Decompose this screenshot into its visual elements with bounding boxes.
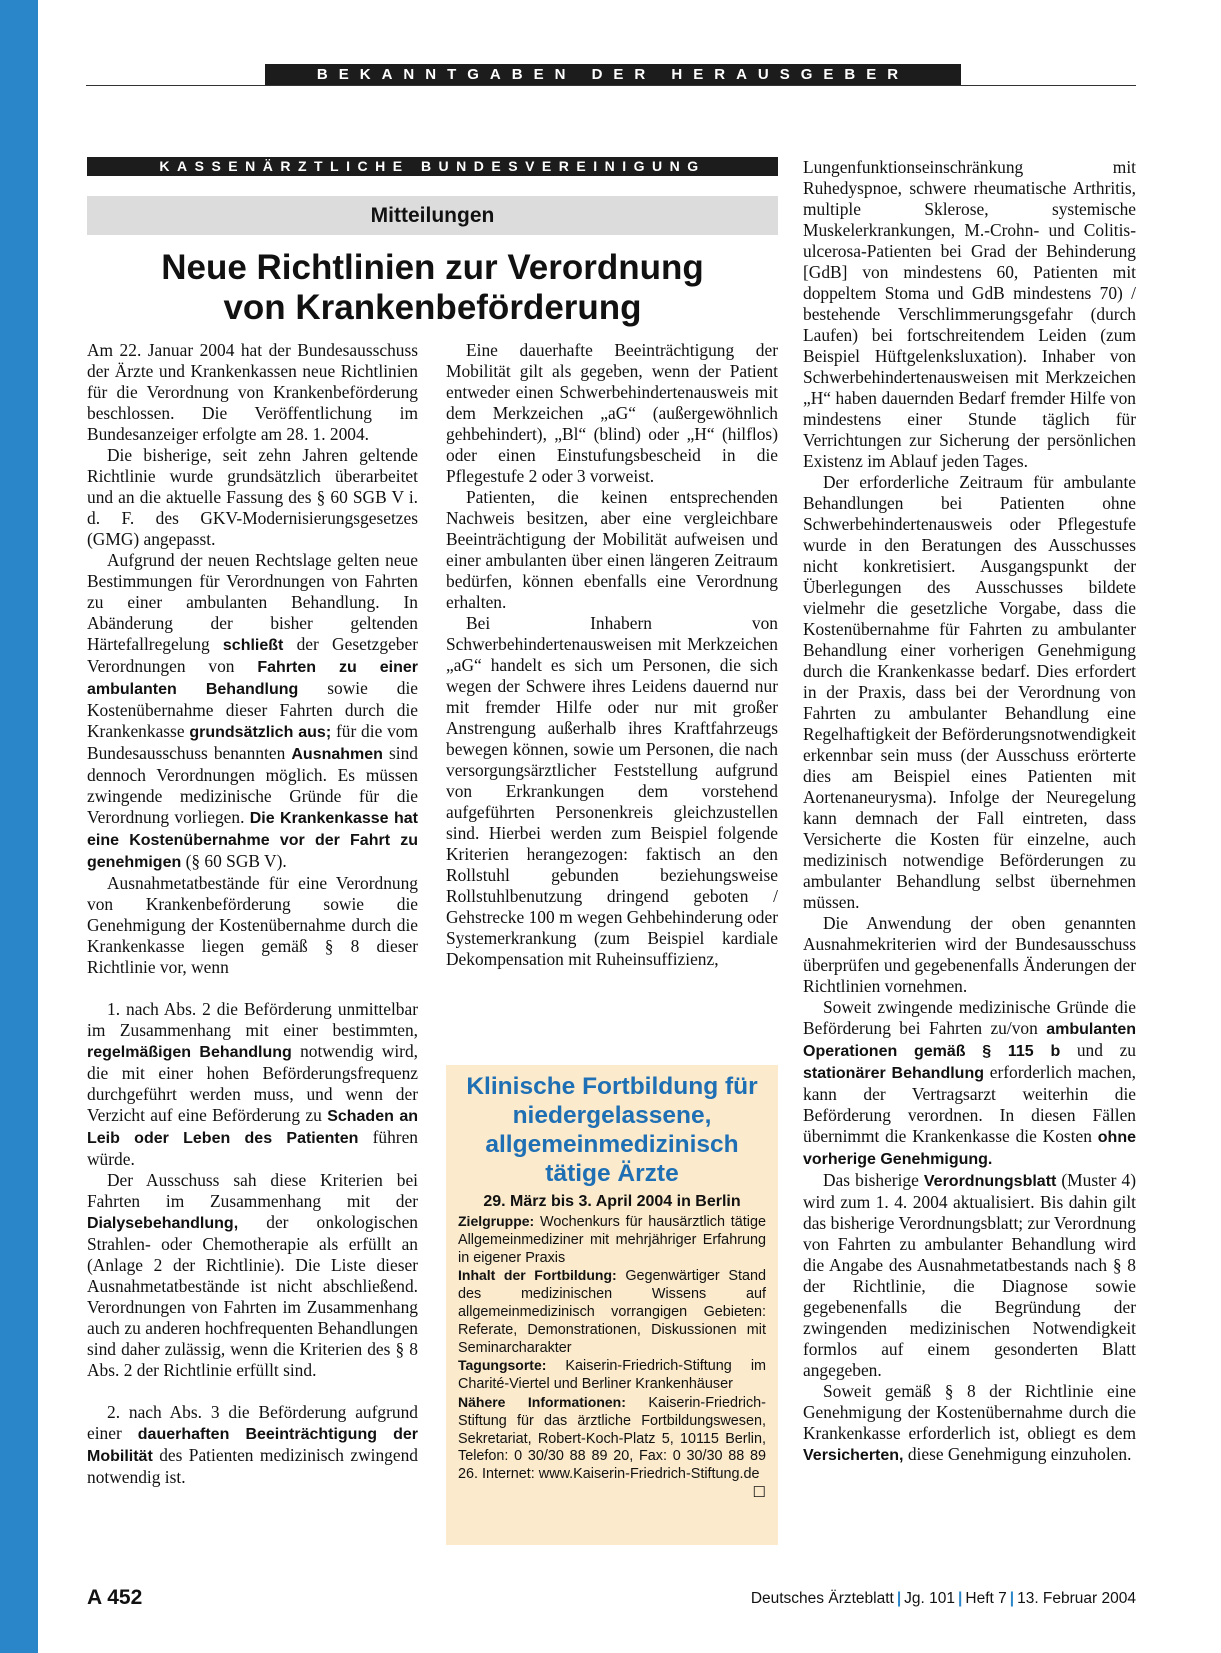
blue-side-bar [0, 0, 38, 1653]
course-info-box [446, 1065, 778, 1545]
paragraph: Soweit zwingende medizinische Gründe die Beförderung bei Fahrten zu/von ambulanten Operationen gemäß § 115 b und zu stationärer Behandlung erforderlich machen, kann der Vertragsarzt weiterhin die Beförderung verordnen. In diesen Fällen übernimmt die Krankenkasse die Kosten ohne vorherige Genehmigung. [803, 997, 1136, 1168]
box-date: 29. März bis 3. April 2004 in Berlin [483, 1193, 741, 1210]
paragraph: Eine dauerhafte Beeinträchtigung der Mobilität gilt als gegeben, wenn der Patient entweder einen Schwerbehindertenausweis mit dem Merkzeichen „aG“ (außergewöhnlich gehbehindert), „Bl“ (blind) oder „H“ (hilflos) oder einen Einstufungsbescheid in die Pflegestufe 2 oder 3 vorweist. [446, 340, 778, 486]
end-square-icon: ☐ [752, 1483, 766, 1501]
subheading: Mitteilungen [87, 196, 778, 235]
paragraph: Am 22. Januar 2004 hat der Bundesausschuss der Ärzte und Krankenkassen neue Richtlinien für die Verordnung von Krankenbeförderung beschlossen. Die Veröffentlichung im Bundesanzeiger erfolgte am 28. 1. 2004. [87, 340, 418, 444]
paragraph: Der erforderliche Zeitraum für ambulante Behandlungen bei Patienten ohne Schwerbehindertenausweis oder Pflegestufe wurde in den Beratungen des Ausschusses nicht konkretisiert. Ausgangspunkt der Überlegungen des Ausschusses bildete vielmehr die gesetzliche Vorgabe, dass die Kostenübernahme für Fahrten zu ambulanter Behandlung einer vorherigen Genehmigung durch die Krankenkasse bedarf. Dies erfordert in der Praxis, dass bei der Verordnung von Fahrten zu ambulanter Behandlung eine Regelhaftigkeit der Beförderungsnotwendigkeit erkennbar sein muss (der Ausschuss erörterte dies am Beispiel eines Patienten mit Aortenaneurysma). Infolge der Neuregelung kann demnach der Fall eintreten, dass Versicherte die Kosten für einzelne, auch medizinisch notwendige Beförderungen zu ambulanter Behandlung selbst übernehmen müssen. [803, 472, 1136, 912]
paragraph: Patienten, die keinen entsprechenden Nachweis besitzen, aber eine vergleichbare Beeinträchtigung der Mobilität aufweisen und einer ambulanten über einen längeren Zeitraum bedürfen, können ebenfalls eine Verordnung erhalten. [446, 487, 778, 612]
paragraph: Das bisherige Verordnungsblatt (Muster 4) wird zum 1. 4. 2004 aktualisiert. Bis dahin gilt das bisherige Verordnungsblatt; zur Verordnung von Fahrten zu ambulanter Behandlung wird die Angabe des Ausnahmetatbestands nach § 8 der Richtlinie, die Diagnose sowie gegebenenfalls die Begründung der zwingenden medizinischen Notwendigkeit formlos auf einem gesonderten Blatt angegeben. [803, 1170, 1136, 1380]
box-contact: Nähere Informationen: Kaiserin-Friedrich-Stiftung für das ärztliche Fortbildungswesen, Sekretariat, Robert-Koch-Platz 5, 10115 Berlin, Telefon: 0 30/30 88 89 20, Fax: 0 30/30 88 89 26. Internet: www.Kaiserin-Friedrich-Stiftung.de ☐ [458, 1393, 766, 1501]
numbered-item-1: 1. nach Abs. 2 die Beförderung unmittelbar im Zusammenhang mit einer bestimmten, regelmäßigen Behandlung notwendig wird, die mit einer hohen Beförderungsfrequenz durchgeführt werden muss, und wenn der Verzicht auf eine Beförderung zu Schaden an Leib oder Leben des Patienten führen würde. [87, 999, 418, 1169]
paragraph: Soweit gemäß § 8 der Richtlinie eine Genehmigung der Kostenübernahme durch die Krankenkasse erforderlich ist, obliegt es dem Versicherten, diese Genehmigung einzuholen. [803, 1381, 1136, 1464]
paragraph: Aufgrund der neuen Rechtslage gelten neue Bestimmungen für Verordnungen von Fahrten zu einer ambulanten Behandlung. In Abänderung der bisher geltenden Härtefallregelung schließt der Gesetzgeber Verordnungen von Fahrten zu einer ambulanten Behandlung sowie die Kostenübernahme dieser Fahrten durch die Krankenkasse grundsätzlich aus; für die vom Bundesausschuss benannten Ausnahmen sind dennoch Verordnungen möglich. Es müssen zwingende medizinische Gründe für die Verordnung vorliegen. Die Krankenkasse hat eine Kostenübernahme vor der Fahrt zu genehmigen (§ 60 SGB V). [87, 550, 419, 871]
box-title: Klinische Fortbildung für niedergelassene, allgemeinmedizinisch tätige Ärzte [466, 1073, 758, 1187]
title-line-2: von Krankenbeförderung [223, 288, 642, 327]
box-content: Inhalt der Fortbildung: Gegenwärtiger Stand des medizinischen Wissens auf allgemeinmedizinisch vorrangigen Gebieten: Referate, Demonstrationen, Diskussionen mit Seminarcharakter [458, 1267, 766, 1356]
box-target-group: Zielgruppe: Wochenkurs für hausärztlich tätige Allgemeinmediziner mit mehrjähriger Erfahrung in eigener Praxis [458, 1213, 766, 1266]
box-venues: Tagungsorte: Kaiserin-Friedrich-Stiftung im Charité-Viertel und Berliner Krankenhäuser [458, 1357, 766, 1393]
title-line-1: Neue Richtlinien zur Verordnung [161, 248, 704, 287]
column-2 [446, 340, 778, 970]
column-1 [87, 340, 418, 1488]
article-title [87, 248, 778, 328]
header-rule [86, 85, 1136, 86]
organization-label: KASSENÄRZTLICHE BUNDESVEREINIGUNG [87, 157, 778, 176]
page-number: A 452 [87, 1586, 143, 1609]
paragraph: Lungenfunktionseinschränkung mit Ruhedyspnoe, schwere rheumatische Arthritis, multiple Sklerose, systemische Muskelerkrankungen, M.-Crohn- und Colitis-ulcerosa-Patienten bei Grad der Behinderung [GdB] von mindestens 60, Patienten mit doppeltem Stoma und GdB mindestens 70) / bestehende Verschlimmerungsgefahr (durch Laufen) bei fortschreitendem Leiden (zum Beispiel Hüftgelenksluxation). Inhaber von Schwerbehindertenausweisen mit Merkzeichen „H“ haben dauernden Bedarf fremder Hilfe von mindestens einer Stunde täglich für Verrichtungen zur Sicherung der persönlichen Existenz im Ablauf jeden Tages. [803, 157, 1136, 471]
section-header-bar: BEKANNTGABEN DER HERAUSGEBER [265, 64, 961, 85]
column-3 [803, 157, 1136, 1466]
journal-footer: Deutsches Ärzteblatt | Jg. 101 | Heft 7 | 13. Februar 2004 [750, 1590, 1136, 1607]
paragraph: Bei Inhabern von Schwerbehindertenausweisen mit Merkzeichen „aG“ handelt es sich um Personen, die sich wegen der Schwere ihres Leidens dauernd nur mit fremder Hilfe oder nur mit großer Anstrengung außerhalb ihres Kraftfahrzeugs bewegen können, sowie um Personen, die nach versorgungsärztlicher Feststellung aufgrund von Erkrankungen dem vorstehend aufgeführten Personenkreis gleichzustellen sind. Hierbei werden zum Beispiel folgende Kriterien herangezogen: faktisch an den Rollstuhl gebunden beziehungsweise Rollstuhlbenutzung dringend geboten / Gehstrecke 100 m wegen Gehbehinderung oder Systemerkrankung (zum Beispiel kardiale Dekompensation mit Ruheinsuffizienz, [446, 613, 778, 969]
paragraph: Die bisherige, seit zehn Jahren geltende Richtlinie wurde grundsätzlich überarbeitet und an die aktuelle Fassung des § 60 SGB V i. d. F. des GKV-Modernisierungsgesetzes (GMG) angepasst. [87, 445, 418, 549]
paragraph: Ausnahmetatbestände für eine Verordnung von Krankenbeförderung sowie die Genehmigung der Kostenübernahme durch die Krankenkasse liegen gemäß § 8 dieser Richtlinie vor, wenn [87, 873, 418, 977]
paragraph: Die Anwendung der oben genannten Ausnahmekriterien wird der Bundesausschuss überprüfen und gegebenenfalls Änderungen der Richtlinien vornehmen. [803, 913, 1136, 996]
numbered-item-2: 2. nach Abs. 3 die Beförderung aufgrund einer dauerhaften Beeinträchtigung der Mobilität des Patienten medizinisch zwingend notwendig ist. [87, 1402, 418, 1487]
box-body [458, 1213, 766, 1501]
paragraph: Der Ausschuss sah diese Kriterien bei Fahrten im Zusammenhang mit der Dialysebehandlung, der onkologischen Strahlen- oder Chemotherapie als erfüllt an (Anlage 2 der Richtlinie). Die Liste dieser Ausnahmetatbestände ist nicht abschließend. Verordnungen von Fahrten im Zusammenhang auch zu anderen hochfrequenten Behandlungen sind daher zulässig, wenn die Kriterien des § 8 Abs. 2 der Richtlinie erfüllt sind. [87, 1170, 418, 1380]
